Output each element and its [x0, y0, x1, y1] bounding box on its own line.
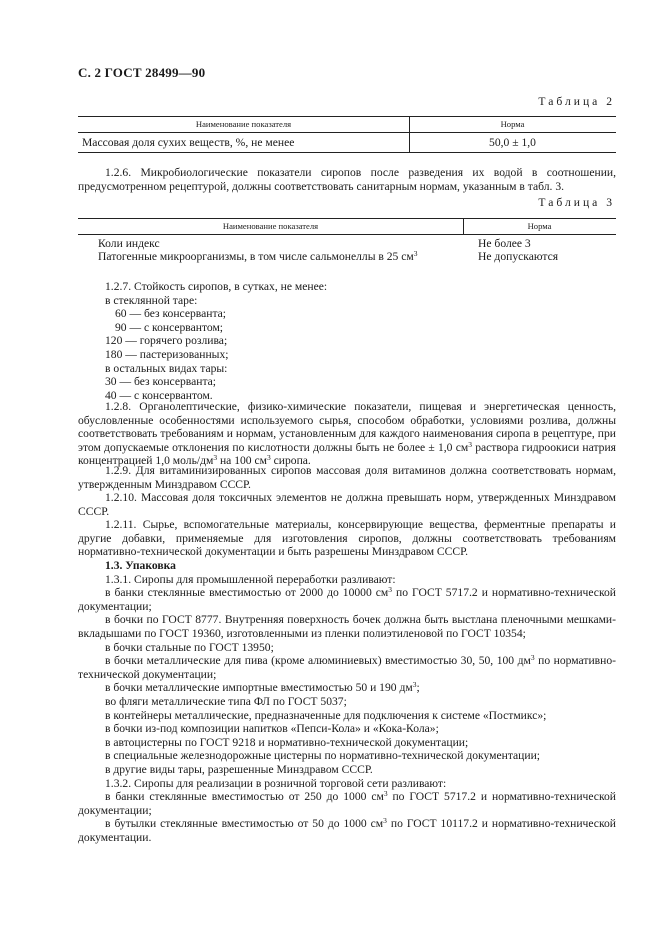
paragraph-1-2-10: 1.2.10. Массовая доля токсичных элементов не должна превышать норм, утвержденных Минздравом СССР. [78, 491, 616, 518]
paragraph-1-2-7: 1.2.7. Стойкость сиропов, в сутках, не менее: в стеклянной таре: 60 — без консерванта; 90 — с консервантом; 120 — горячего розлива; 180 — пастеризованных; в остальных видах тары: 30 — без консерванта; 40 — с консервантом. [105, 280, 328, 402]
table2-col-norm: Норма [500, 119, 525, 129]
table2 [78, 116, 616, 156]
section-1-3-title: 1.3. Упаковка [105, 559, 176, 572]
paragraph-1-2-11: 1.2.11. Сырье, вспомогательные материалы, консервирующие вещества, ферментные препараты и другие добавки, применяемые для изготовления сиропов, должны соответствовать требованиям нормативно-технической документации и быть разрешены Минздравом СССР. [78, 518, 616, 559]
table3 [78, 218, 616, 278]
table2-row-norm: 50,0 ± 1,0 [489, 136, 536, 149]
table3-caption: Таблица 3 [538, 196, 615, 209]
paragraph-1-2-9: 1.2.9. Для витаминизированных сиропов массовая доля витаминов должна соответствовать нормам, утвержденным Минздравом СССР. [78, 464, 616, 491]
table3-row1-norm: Не более 3 [478, 237, 531, 250]
table3-row2-indicator: Патогенные микроорганизмы, в том числе сальмонеллы в 25 $см^3$ [98, 249, 418, 263]
table2-col-indicator: Наименование показателя [195, 119, 292, 129]
table3-col-indicator: Наименование показателя [222, 221, 319, 231]
paragraph-1-2-6: 1.2.6. Микробиологические показатели сиропов после разведения их водой в соотношении, предусмотренном рецептурой, должны соответствовать санитарным нормам, указанным в табл. 3. [78, 166, 616, 193]
section-1-3: 1.3. Упаковка 1.3.1. Сиропы для промышленной переработки разливают: в банки стеклянные вместимостью от 2000 до 10000 $см^3$ по ГОСТ 5717.2 и нормативно-технической документации; в бочки по ГОСТ 8777. Внутренняя поверхность бочек должна быть выстлана пленочными мешками-вкладышами по ГОСТ 19360, изготовленными из пленки полиэтиленовой по ГОСТ 10354; в бочки стальные по ГОСТ 13950; в бочки металлические для пива (кроме алюминиевых) вместимостью 30, 50, 100 $дм^3$ по нормативно-технической документации; в бочки металлические импортные вместимостью 50 и 190 $дм^3$; во фляги металлические типа ФЛ по ГОСТ 5037; в контейнеры металлические, предназначенные для подключения к системе «Постмикс»; в бочки из-под композиции напитков «Пепси-Кола» и «Кока-Кола»; в автоцистерны по ГОСТ 9218 и нормативно-технической документации; в специальные железнодорожные цистерны по нормативно-технической документации; в другие виды тары, разрешенные Минздравом СССР. 1.3.2. Сиропы для реализации в розничной торговой сети разливают: в банки стеклянные вместимостью от 250 до 1000 $см^3$ по ГОСТ 5717.2 и нормативно-технической документации; в бутылки стеклянные вместимостью от 50 до 1000 $см^3$ по ГОСТ 10117.2 и нормативно-технической документации. [78, 559, 616, 844]
table2-caption: Таблица 2 [538, 95, 615, 108]
table2-row-indicator: Массовая доля сухих веществ, %, не менее [82, 136, 295, 149]
paragraph-1-2-8: 1.2.8. Органолептические, физико-химические показатели, пищевая и энергетическая ценность, обусловленные особенностями используемого сырья, способом обработки, условиями розлива, должны соответствовать требованиям и нормам, установленным для каждого наименования сиропа в рецептуре, при этом допускаемые отклонения по кислотности должны быть не более ± 1,0 $см^3$ раствора гидроокиси натрия концентрацией 1,0 моль/$дм^3$ на 100 $см^3$ сиропа. [78, 400, 617, 468]
table3-row2-norm: Не допускаются [478, 250, 559, 263]
table3-row1-indicator: Коли индекс [98, 237, 160, 250]
table3-col-norm: Норма [527, 221, 552, 231]
page-header: С. 2 ГОСТ 28499—90 [78, 65, 206, 80]
